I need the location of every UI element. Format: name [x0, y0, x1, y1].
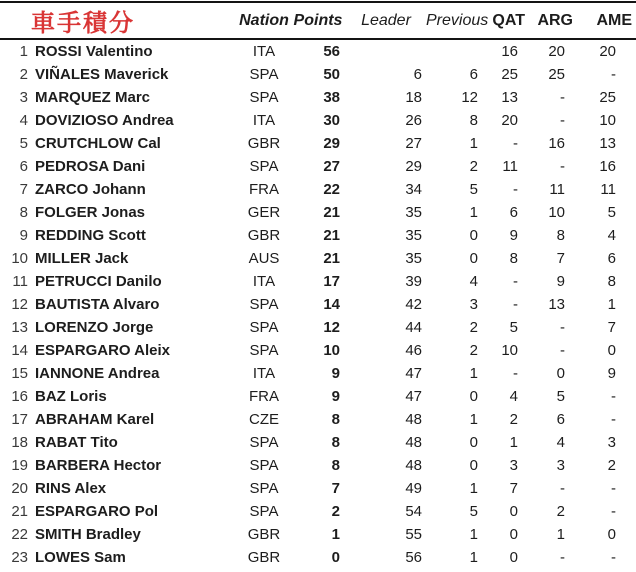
standings-body: [0, 39, 636, 569]
table-row: [0, 247, 636, 270]
previous-gap-cell: 1: [469, 365, 478, 382]
arg-race-points-cell: -: [560, 319, 565, 336]
points-cell: 17: [323, 273, 340, 290]
ame-race-points-cell: -: [611, 66, 616, 83]
ame-race-points-cell: 3: [607, 434, 616, 451]
column-header-leader: Leader: [361, 11, 411, 29]
leader-gap-cell: 35: [405, 250, 422, 267]
arg-race-points-cell: -: [560, 480, 565, 497]
arg-race-points-cell: 5: [556, 388, 565, 405]
points-cell: 9: [331, 365, 340, 382]
table-row: [0, 132, 636, 155]
points-cell: 38: [323, 89, 340, 106]
qat-race-points-cell: 25: [501, 66, 518, 83]
rank-cell: 5: [19, 135, 28, 152]
table-row: [0, 270, 636, 293]
points-cell: 50: [323, 66, 340, 83]
nation-cell: SPA: [249, 457, 279, 474]
rank-cell: 6: [19, 158, 28, 175]
leader-gap-cell: 55: [405, 526, 422, 543]
arg-race-points-cell: 1: [556, 526, 565, 543]
ame-race-points-cell: 10: [599, 112, 616, 129]
rider-name-cell: CRUTCHLOW Cal: [35, 135, 161, 152]
qat-race-points-cell: -: [513, 181, 518, 198]
table-row: [0, 201, 636, 224]
qat-race-points-cell: -: [513, 296, 518, 313]
table-row: [0, 500, 636, 523]
previous-gap-cell: 2: [469, 158, 478, 175]
rank-cell: 12: [11, 296, 28, 313]
previous-gap-cell: 1: [469, 411, 478, 428]
rank-cell: 20: [11, 480, 28, 497]
previous-gap-cell: 1: [469, 480, 478, 497]
ame-race-points-cell: 16: [599, 158, 616, 175]
rank-cell: 16: [11, 388, 28, 405]
table-row: [0, 155, 636, 178]
qat-race-points-cell: 16: [501, 43, 518, 60]
points-cell: 56: [323, 43, 340, 60]
table-row: [0, 63, 636, 86]
previous-gap-cell: 1: [469, 526, 478, 543]
leader-gap-cell: 42: [405, 296, 422, 313]
rider-name-cell: ESPARGARO Aleix: [35, 342, 171, 359]
rank-cell: 21: [11, 503, 28, 520]
rider-name-cell: PETRUCCI Danilo: [35, 273, 162, 290]
qat-race-points-cell: 6: [509, 204, 518, 221]
points-cell: 30: [323, 112, 340, 129]
qat-race-points-cell: 7: [509, 480, 518, 497]
leader-gap-cell: 34: [405, 181, 422, 198]
points-cell: 8: [331, 457, 340, 474]
previous-gap-cell: 0: [469, 457, 478, 474]
leader-gap-cell: 35: [405, 204, 422, 221]
previous-gap-cell: 6: [469, 66, 478, 83]
qat-race-points-cell: -: [513, 273, 518, 290]
nation-cell: SPA: [249, 66, 279, 83]
table-row: [0, 523, 636, 546]
ame-race-points-cell: 8: [607, 273, 616, 290]
table-row: [0, 546, 636, 569]
nation-cell: SPA: [249, 480, 279, 497]
table-row: [0, 316, 636, 339]
rider-name-cell: MILLER Jack: [35, 250, 129, 267]
rider-name-cell: REDDING Scott: [35, 227, 146, 244]
nation-cell: ITA: [252, 365, 276, 382]
previous-gap-cell: 1: [469, 204, 478, 221]
points-cell: 10: [323, 342, 340, 359]
ame-race-points-cell: -: [611, 549, 616, 566]
points-cell: 27: [323, 158, 340, 175]
rider-name-cell: BARBERA Hector: [35, 457, 162, 474]
arg-race-points-cell: 16: [548, 135, 565, 152]
rank-cell: 15: [11, 365, 28, 382]
qat-race-points-cell: 8: [509, 250, 518, 267]
rider-name-cell: IANNONE Andrea: [35, 365, 160, 382]
nation-cell: GBR: [247, 135, 281, 152]
qat-race-points-cell: 3: [509, 457, 518, 474]
ame-race-points-cell: 7: [607, 319, 616, 336]
ame-race-points-cell: -: [611, 388, 616, 405]
leader-gap-cell: 46: [405, 342, 422, 359]
qat-race-points-cell: 20: [501, 112, 518, 129]
leader-gap-cell: 47: [405, 365, 422, 382]
nation-cell: GER: [247, 204, 281, 221]
qat-race-points-cell: 11: [502, 158, 518, 175]
leader-gap-cell: [346, 39, 426, 63]
points-cell: 29: [323, 135, 340, 152]
table-row: [0, 339, 636, 362]
qat-race-points-cell: 4: [509, 388, 518, 405]
nation-cell: SPA: [249, 319, 279, 336]
ame-race-points-cell: 20: [599, 43, 616, 60]
rank-cell: 7: [19, 181, 28, 198]
table-row: [0, 385, 636, 408]
qat-race-points-cell: 9: [509, 227, 518, 244]
qat-race-points-cell: -: [513, 135, 518, 152]
qat-race-points-cell: 0: [509, 526, 518, 543]
arg-race-points-cell: 3: [556, 457, 565, 474]
nation-cell: GBR: [247, 526, 281, 543]
rider-name-cell: BAZ Loris: [35, 388, 107, 405]
table-row: [0, 362, 636, 385]
table-row: [0, 109, 636, 132]
arg-race-points-cell: 13: [548, 296, 565, 313]
ame-race-points-cell: -: [611, 480, 616, 497]
points-cell: 0: [331, 549, 340, 566]
ame-race-points-cell: 1: [607, 296, 616, 313]
qat-race-points-cell: -: [513, 365, 518, 382]
points-cell: 1: [331, 526, 340, 543]
previous-gap-cell: 1: [469, 135, 478, 152]
qat-race-points-cell: 2: [509, 411, 518, 428]
column-header-qat: QAT: [492, 11, 525, 29]
ame-race-points-cell: 9: [607, 365, 616, 382]
arg-race-points-cell: 4: [556, 434, 565, 451]
table-row: [0, 293, 636, 316]
previous-gap-cell: 1: [469, 549, 478, 566]
leader-gap-cell: 6: [413, 66, 422, 83]
rider-name-cell: ABRAHAM Karel: [35, 411, 155, 428]
points-cell: 22: [323, 181, 340, 198]
rider-name-cell: LOWES Sam: [35, 549, 126, 566]
rank-cell: 23: [11, 549, 28, 566]
arg-race-points-cell: 8: [556, 227, 565, 244]
leader-gap-cell: 44: [405, 319, 422, 336]
rank-cell: 10: [11, 250, 28, 267]
points-cell: 14: [323, 296, 340, 313]
column-header-previous: Previous: [426, 11, 489, 29]
rank-cell: 13: [11, 319, 28, 336]
table-row: [0, 431, 636, 454]
qat-race-points-cell: 13: [501, 89, 518, 106]
rank-cell: 3: [19, 89, 28, 106]
previous-gap-cell: 2: [469, 342, 478, 359]
nation-cell: SPA: [249, 342, 279, 359]
ame-race-points-cell: 0: [607, 526, 616, 543]
nation-cell: SPA: [249, 296, 279, 313]
qat-race-points-cell: 0: [509, 549, 518, 566]
previous-gap-cell: 0: [469, 434, 478, 451]
arg-race-points-cell: -: [560, 89, 565, 106]
previous-gap-cell: 5: [469, 503, 478, 520]
qat-race-points-cell: 10: [501, 342, 518, 359]
nation-cell: AUS: [248, 250, 280, 267]
arg-race-points-cell: -: [560, 158, 565, 175]
previous-gap-cell: 2: [469, 319, 478, 336]
points-cell: 21: [323, 227, 340, 244]
previous-gap-cell: 3: [469, 296, 478, 313]
page-title: 車手積分: [31, 10, 135, 37]
arg-race-points-cell: 6: [556, 411, 565, 428]
rank-cell: 22: [11, 526, 28, 543]
table-row: [0, 178, 636, 201]
rider-name-cell: MARQUEZ Marc: [35, 89, 151, 106]
ame-race-points-cell: -: [611, 503, 616, 520]
arg-race-points-cell: -: [560, 342, 565, 359]
ame-race-points-cell: 5: [607, 204, 616, 221]
ame-race-points-cell: 0: [607, 342, 616, 359]
arg-race-points-cell: 2: [556, 503, 565, 520]
points-cell: 2: [331, 503, 340, 520]
points-cell: 8: [331, 434, 340, 451]
nation-cell: GBR: [247, 227, 281, 244]
table-row: [0, 477, 636, 500]
nation-cell: FRA: [249, 181, 279, 198]
nation-cell: SPA: [249, 503, 279, 520]
rider-name-cell: ROSSI Valentino: [35, 43, 153, 60]
rider-name-cell: RINS Alex: [35, 480, 107, 497]
rank-cell: 2: [19, 66, 28, 83]
leader-gap-cell: 18: [405, 89, 422, 106]
arg-race-points-cell: 0: [556, 365, 565, 382]
ame-race-points-cell: 11: [600, 181, 616, 198]
nation-cell: GBR: [247, 549, 281, 566]
rank-cell: 18: [11, 434, 28, 451]
previous-gap-cell: 0: [469, 388, 478, 405]
arg-race-points-cell: 11: [549, 181, 565, 198]
rider-name-cell: SMITH Bradley: [35, 526, 141, 543]
leader-gap-cell: 48: [405, 434, 422, 451]
qat-race-points-cell: 1: [509, 434, 518, 451]
table-row: [0, 86, 636, 109]
points-cell: 21: [323, 250, 340, 267]
rank-cell: 19: [11, 457, 28, 474]
previous-gap-cell: 0: [469, 227, 478, 244]
header-row: [0, 2, 636, 39]
leader-gap-cell: 48: [405, 411, 422, 428]
nation-cell: ITA: [252, 273, 276, 290]
table-row: [0, 408, 636, 431]
nation-cell: CZE: [249, 411, 279, 428]
rank-cell: 1: [19, 43, 28, 60]
rider-name-cell: VIÑALES Maverick: [35, 66, 169, 83]
arg-race-points-cell: 10: [548, 204, 565, 221]
rank-cell: 8: [19, 204, 28, 221]
arg-race-points-cell: 25: [548, 66, 565, 83]
rank-cell: 14: [11, 342, 28, 359]
leader-gap-cell: 56: [405, 549, 422, 566]
leader-gap-cell: 39: [405, 273, 422, 290]
arg-race-points-cell: -: [560, 112, 565, 129]
qat-race-points-cell: 5: [509, 319, 518, 336]
rider-name-cell: ESPARGARO Pol: [35, 503, 159, 520]
arg-race-points-cell: 9: [556, 273, 565, 290]
riders-standings-table: [0, 1, 636, 569]
nation-cell: ITA: [252, 112, 276, 129]
points-cell: 8: [331, 411, 340, 428]
column-header-nation: Nation: [239, 11, 289, 29]
arg-race-points-cell: 7: [556, 250, 565, 267]
rider-name-cell: BAUTISTA Alvaro: [35, 296, 160, 313]
rider-name-cell: ZARCO Johann: [35, 181, 146, 198]
ame-race-points-cell: -: [611, 411, 616, 428]
table-row: [0, 39, 636, 63]
rank-cell: 17: [11, 411, 28, 428]
ame-race-points-cell: 25: [599, 89, 616, 106]
leader-gap-cell: 49: [405, 480, 422, 497]
previous-gap-cell: 12: [461, 89, 478, 106]
rank-cell: 9: [19, 227, 28, 244]
leader-gap-cell: 35: [405, 227, 422, 244]
ame-race-points-cell: 4: [607, 227, 616, 244]
leader-gap-cell: 48: [405, 457, 422, 474]
leader-gap-cell: 29: [405, 158, 422, 175]
ame-race-points-cell: 2: [607, 457, 616, 474]
rider-name-cell: RABAT Tito: [35, 434, 118, 451]
column-header-ame: AME: [596, 11, 632, 29]
leader-gap-cell: 47: [405, 388, 422, 405]
arg-race-points-cell: 20: [548, 43, 565, 60]
column-header-arg: ARG: [537, 11, 573, 29]
nation-cell: SPA: [249, 89, 279, 106]
points-cell: 21: [323, 204, 340, 221]
leader-gap-cell: 26: [405, 112, 422, 129]
ame-race-points-cell: 6: [607, 250, 616, 267]
points-cell: 12: [323, 319, 340, 336]
table-row: [0, 224, 636, 247]
previous-gap-cell: [426, 39, 484, 63]
table-header: [0, 2, 636, 39]
rider-name-cell: DOVIZIOSO Andrea: [35, 112, 174, 129]
qat-race-points-cell: 0: [509, 503, 518, 520]
leader-gap-cell: 54: [405, 503, 422, 520]
table-row: [0, 454, 636, 477]
previous-gap-cell: 0: [469, 250, 478, 267]
rank-cell: 4: [19, 112, 28, 129]
nation-cell: SPA: [249, 434, 279, 451]
previous-gap-cell: 4: [469, 273, 478, 290]
column-header-points: Points: [293, 11, 343, 29]
nation-cell: FRA: [249, 388, 279, 405]
points-cell: 7: [331, 480, 340, 497]
rank-cell: 11: [12, 273, 28, 290]
nation-cell: SPA: [249, 158, 279, 175]
points-cell: 9: [331, 388, 340, 405]
arg-race-points-cell: -: [560, 549, 565, 566]
rider-name-cell: FOLGER Jonas: [35, 204, 146, 221]
rider-name-cell: PEDROSA Dani: [35, 158, 146, 175]
rider-name-cell: LORENZO Jorge: [35, 319, 154, 336]
ame-race-points-cell: 13: [599, 135, 616, 152]
previous-gap-cell: 8: [469, 112, 478, 129]
nation-cell: ITA: [252, 43, 276, 60]
leader-gap-cell: 27: [405, 135, 422, 152]
previous-gap-cell: 5: [469, 181, 478, 198]
